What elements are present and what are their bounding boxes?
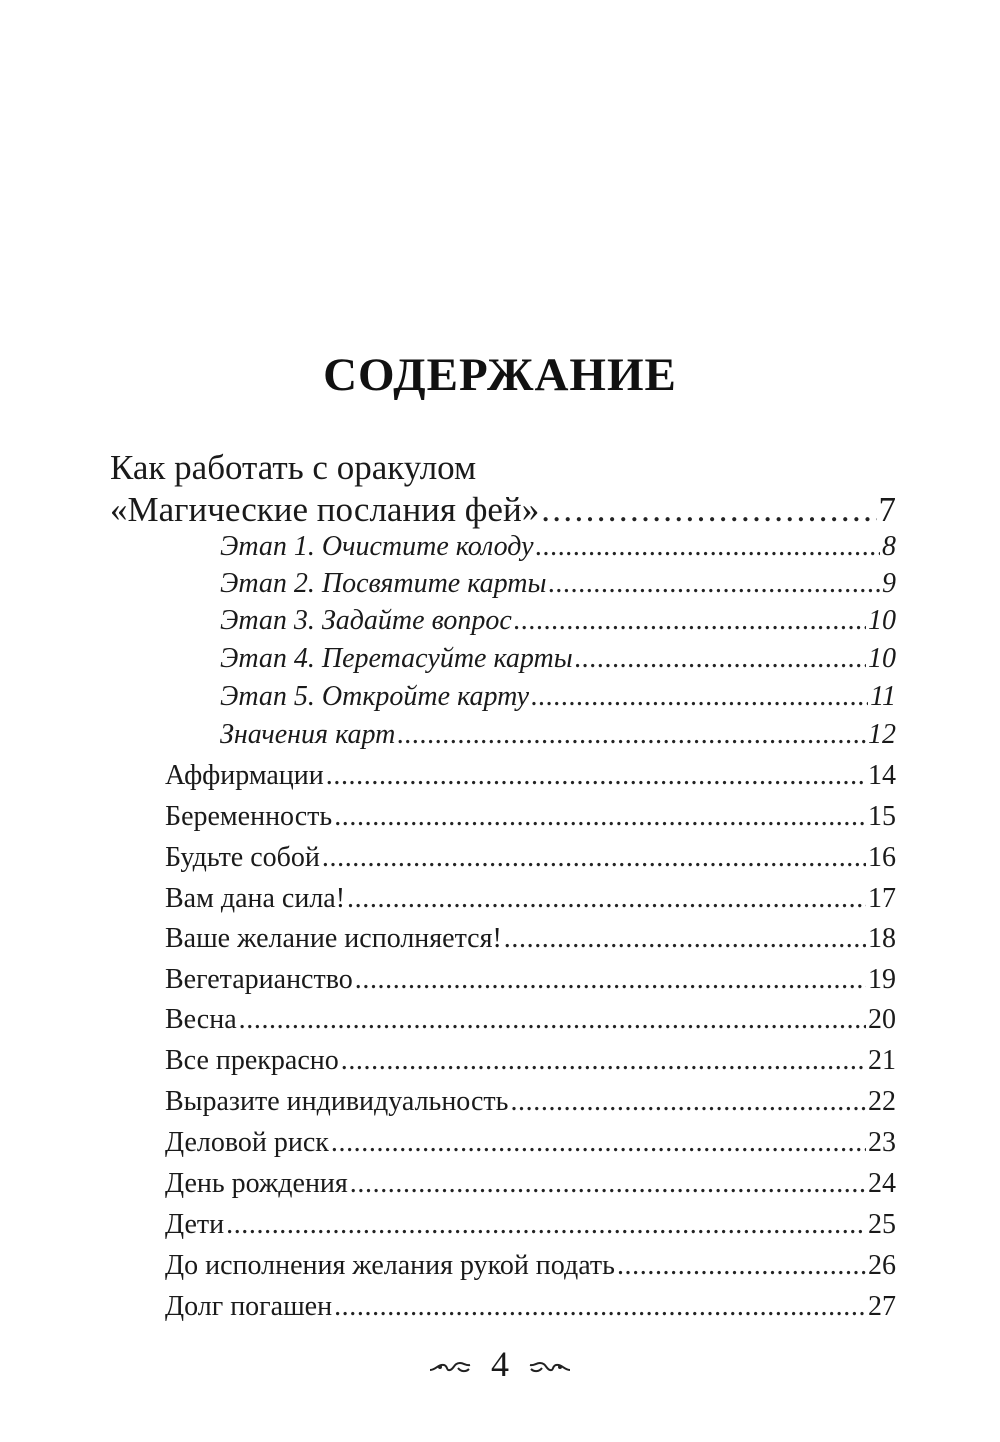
- toc-entry-label: До исполнения желания рукой подать: [165, 1250, 615, 1281]
- toc-leader-dots: [341, 1043, 866, 1079]
- toc-page-number: 24: [868, 1168, 896, 1199]
- toc-entry-label: Вегетарианство: [165, 964, 353, 995]
- toc-entry-label: Ваше желание исполняется!: [165, 923, 502, 954]
- toc-entry-label: Этап 3. Задайте вопрос: [220, 605, 512, 636]
- toc-page-number: 21: [868, 1045, 896, 1076]
- toc-leader-dots: [536, 530, 880, 564]
- toc-leader-dots: [504, 921, 866, 957]
- toc-card-entry[interactable]: [165, 1002, 896, 1038]
- toc-entry-label: Выразите индивидуальность: [165, 1086, 509, 1117]
- toc-entry-label: Значения карт: [220, 719, 396, 750]
- toc-card-entry[interactable]: [165, 881, 896, 917]
- toc-page-number: 22: [868, 1086, 896, 1117]
- toc-entry-label: «Магические послания фей»: [110, 490, 540, 529]
- toc-page-number: 26: [868, 1250, 896, 1281]
- toc-leader-dots: [541, 490, 876, 530]
- toc-page-number: 12: [868, 719, 896, 750]
- toc-card-entry[interactable]: [165, 1125, 896, 1161]
- toc-card-entry[interactable]: [165, 1207, 896, 1243]
- toc-entry-label: Дети: [165, 1209, 225, 1240]
- flourish-right-icon: [528, 1344, 572, 1384]
- toc-leader-dots: [617, 1248, 866, 1284]
- toc-leader-dots: [239, 1002, 866, 1038]
- toc-page-number: 15: [868, 801, 896, 832]
- toc-page-number: 18: [868, 923, 896, 954]
- toc-entry-label: Будьте собой: [165, 842, 320, 873]
- toc-entry-label: Этап 5. Откройте карту: [220, 681, 530, 712]
- toc-page-number: 25: [868, 1209, 896, 1240]
- toc-card-entry[interactable]: [165, 1084, 896, 1120]
- toc-leader-dots: [347, 881, 866, 917]
- page-title: СОДЕРЖАНИЕ: [323, 349, 677, 401]
- toc-leader-dots: [326, 758, 866, 794]
- toc-main-entry-line1: Как работать с оракулом: [110, 448, 477, 487]
- toc-step-entry[interactable]: [220, 680, 896, 714]
- toc-page-number: 19: [868, 964, 896, 995]
- toc-page-number: 27: [868, 1291, 896, 1322]
- flourish-left-icon: [428, 1344, 472, 1384]
- toc-entry-label: Этап 2. Посвятите карты: [220, 568, 547, 599]
- toc-page-number: 7: [878, 490, 896, 529]
- toc-leader-dots: [510, 1084, 866, 1120]
- toc-leader-dots: [334, 1289, 866, 1325]
- toc-entry-label: Беременность: [165, 801, 333, 832]
- toc-leader-dots: [548, 567, 880, 601]
- toc-card-entry[interactable]: [165, 1289, 896, 1325]
- toc-card-entry[interactable]: [165, 840, 896, 876]
- toc-leader-dots: [334, 799, 866, 835]
- page-number: 4: [491, 1343, 509, 1384]
- toc-page-number: 9: [882, 568, 896, 599]
- toc-leader-dots: [355, 962, 866, 998]
- page-footer: [0, 1340, 1000, 1384]
- toc-entry-label: Этап 4. Перетасуйте карты: [220, 643, 573, 674]
- toc-card-entry[interactable]: [165, 921, 896, 957]
- toc-step-entry[interactable]: [220, 530, 896, 564]
- toc-card-entry[interactable]: [165, 758, 896, 794]
- toc-leader-dots: [226, 1207, 866, 1243]
- toc-leader-dots: [331, 1125, 866, 1161]
- toc-step-entry[interactable]: [220, 642, 896, 676]
- toc-entry-label: Вам дана сила!: [165, 883, 346, 914]
- toc-leader-dots: [575, 642, 866, 676]
- toc-page-number: 17: [868, 883, 896, 914]
- toc-page-number: 10: [868, 605, 896, 636]
- toc-entry-label: Аффирмации: [165, 760, 324, 791]
- toc-page-number: 10: [868, 643, 896, 674]
- toc-entry-label: Все прекрасно: [165, 1045, 339, 1076]
- toc-leader-dots: [514, 604, 866, 638]
- toc-entry-label: Весна: [165, 1004, 237, 1035]
- toc-card-entry[interactable]: [165, 1166, 896, 1202]
- toc-entry-label: День рождения: [165, 1168, 348, 1199]
- toc-page-number: 11: [870, 681, 896, 712]
- toc-leader-dots: [350, 1166, 866, 1202]
- toc-step-entry[interactable]: [220, 718, 896, 752]
- toc-card-entry[interactable]: [165, 962, 896, 998]
- toc-leader-dots: [322, 840, 866, 876]
- toc-page-number: 16: [868, 842, 896, 873]
- toc-page-number: 20: [868, 1004, 896, 1035]
- toc-leader-dots: [397, 718, 866, 752]
- toc-entry-label: Этап 1. Очистите колоду: [220, 531, 534, 562]
- toc-entry-label: Долг погашен: [165, 1291, 333, 1322]
- toc-entry-label: Деловой риск: [165, 1127, 329, 1158]
- toc-page-number: 14: [868, 760, 896, 791]
- toc-card-entry[interactable]: [165, 1043, 896, 1079]
- toc-step-entry[interactable]: [220, 567, 896, 601]
- toc-card-entry[interactable]: [165, 1248, 896, 1284]
- toc-page-number: 23: [868, 1127, 896, 1158]
- toc-leader-dots: [531, 680, 868, 714]
- toc-page-number: 8: [882, 531, 896, 562]
- toc-main-entry-line2[interactable]: [110, 490, 896, 530]
- toc-card-entry[interactable]: [165, 799, 896, 835]
- toc-step-entry[interactable]: [220, 604, 896, 638]
